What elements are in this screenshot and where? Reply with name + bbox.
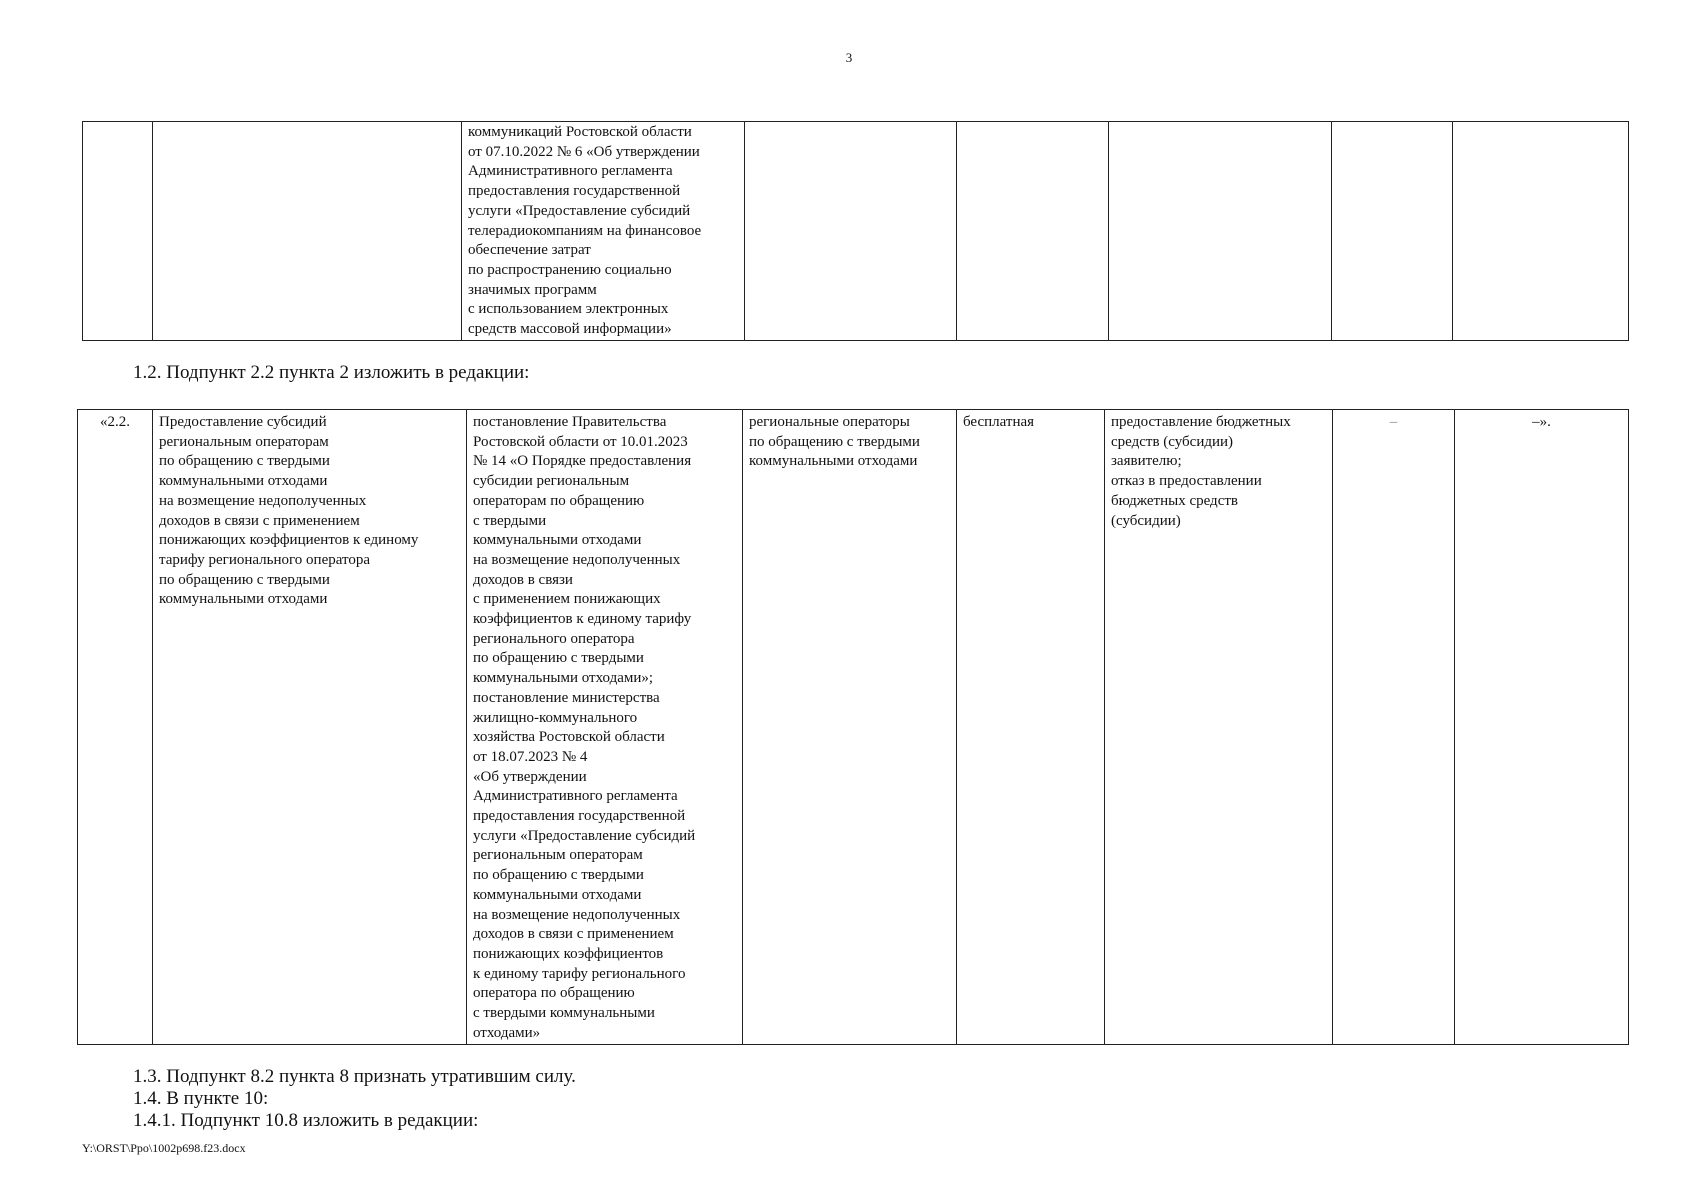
footer-file-path: Y:\ORST\Ppo\1002p698.f23.docx bbox=[82, 1141, 246, 1155]
item-number: «2.2. bbox=[78, 410, 153, 1045]
recipients: региональные операторы по обращению с твердыми коммунальными отходами bbox=[743, 410, 957, 1045]
table-cell-recipients bbox=[745, 122, 957, 341]
table-cell-payment bbox=[957, 122, 1109, 341]
table-row bbox=[83, 122, 1629, 341]
col7-dash: – bbox=[1333, 410, 1455, 1045]
table-cell-result bbox=[1109, 122, 1332, 341]
service-result: предоставление бюджетных средств (субсидии) заявителю; отказ в предоставлении бюджетных средств (субсидии) bbox=[1105, 410, 1333, 1045]
table-cell-number bbox=[83, 122, 153, 341]
payment-type: бесплатная bbox=[957, 410, 1105, 1045]
table-cell-legal-basis: коммуникаций Ростовской области от 07.10.2022 № 6 «Об утверждении Административного регламента предоставления государственной услуги «Предоставление субсидий телерадиокомпаниям на финансовое обеспечение затрат по распространению социально значимых программ с использованием электронных средств массовой информации» bbox=[462, 122, 745, 341]
paragraph-1-2: 1.2. Подпункт 2.2 пункта 2 изложить в редакции: bbox=[133, 362, 530, 383]
legal-basis: постановление Правительства Ростовской области от 10.01.2023 № 14 «О Порядке предоставления субсидии региональным операторам по обращению с твердыми коммунальными отходами на возмещение недополученных доходов в связи с применением понижающих коэффициентов к единому тарифу регионального оператора по обращению с твердыми коммунальными отходами»; постановление министерства жилищно-коммунального хозяйства Ростовской области от 18.07.2023 № 4 «Об утверждении Административного регламента предоставления государственной услуги «Предоставление субсидий региональным операторам по обращению с твердыми коммунальными отходами на возмещение недополученных доходов в связи с применением понижающих коэффициентов к единому тарифу регионального оператора по обращению с твердыми коммунальными отходами» bbox=[467, 410, 743, 1045]
table-item-2-2 bbox=[77, 409, 1629, 1045]
page-number: 3 bbox=[845, 50, 853, 65]
table-cell-service-name bbox=[153, 122, 462, 341]
paragraph-1-4: 1.4. В пункте 10: bbox=[133, 1088, 269, 1109]
table-cell-col8 bbox=[1453, 122, 1629, 341]
table-continuation bbox=[82, 121, 1629, 341]
table-row bbox=[78, 410, 1629, 1045]
paragraph-1-4-1: 1.4.1. Подпункт 10.8 изложить в редакции: bbox=[133, 1110, 479, 1131]
paragraph-1-3: 1.3. Подпункт 8.2 пункта 8 признать утратившим силу. bbox=[133, 1066, 576, 1087]
col8-dash-close: –». bbox=[1455, 410, 1629, 1045]
service-name: Предоставление субсидий региональным операторам по обращению с твердыми коммунальными отходами на возмещение недополученных доходов в связи с применением понижающих коэффициентов к единому тарифу регионального оператора по обращению с твердыми коммунальными отходами bbox=[153, 410, 467, 1045]
table-cell-col7 bbox=[1332, 122, 1453, 341]
